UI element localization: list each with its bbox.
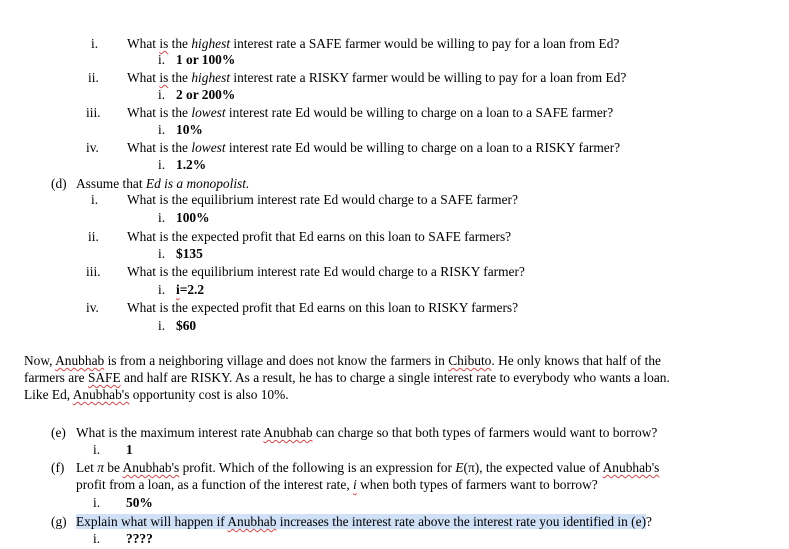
item-number: i. bbox=[91, 36, 99, 51]
question-c-iii: What is the lowest interest rate Ed would be willing to charge on a loan to a SAFE farmer? bbox=[127, 105, 614, 120]
answer-d-ii: $135 bbox=[176, 246, 203, 261]
part-d-heading: Assume that Ed is a monopolist. bbox=[76, 176, 250, 191]
answer-e: 1 bbox=[126, 442, 133, 457]
question-g[interactable]: Explain what will happen if Anubhab increases the interest rate above the interest rate you identified in (e)? bbox=[76, 514, 652, 529]
answer-number: i. bbox=[158, 282, 166, 297]
answer-number: i. bbox=[158, 52, 166, 67]
paragraph-line: farmers are SAFE and half are RISKY. As a result, he has to charge a single interest rate to everybody who wants a loan. bbox=[24, 370, 670, 385]
question-d-iv: What is the expected profit that Ed earns on this loan to RISKY farmers? bbox=[127, 300, 519, 315]
question-e: What is the maximum interest rate Anubhab can charge so that both types of farmers would want to borrow? bbox=[76, 425, 658, 440]
item-number: i. bbox=[91, 192, 99, 207]
paragraph-line: Like Ed, Anubhab's opportunity cost is also 10%. bbox=[24, 387, 289, 402]
question-f-continued: profit from a loan, as a function of the interest rate, i when both types of farmers want to borrow? bbox=[76, 477, 598, 492]
part-label: (f) bbox=[51, 460, 65, 475]
answer-number: i. bbox=[93, 495, 101, 510]
answer-number: i. bbox=[158, 246, 166, 261]
question-c-iv: What is the lowest interest rate Ed would be willing to charge on a loan to a RISKY farmer? bbox=[127, 140, 621, 155]
item-number: ii. bbox=[88, 229, 99, 244]
item-number: iii. bbox=[86, 105, 101, 120]
answer-number: i. bbox=[158, 87, 166, 102]
question-f: Let π be Anubhab's profit. Which of the following is an expression for E(π), the expected value of Anubhab's bbox=[76, 460, 660, 475]
answer-g: ???? bbox=[126, 531, 153, 546]
item-number: iv. bbox=[86, 140, 99, 155]
answer-d-i: 100% bbox=[176, 210, 210, 225]
question-c-ii: What is the highest interest rate a RISKY farmer would be willing to pay for a loan from Ed? bbox=[127, 70, 627, 85]
answer-number: i. bbox=[93, 531, 101, 546]
question-d-iii: What is the equilibrium interest rate Ed would charge to a RISKY farmer? bbox=[127, 264, 525, 279]
question-c-i: What is the highest interest rate a SAFE farmer would be willing to pay for a loan from Ed? bbox=[127, 36, 620, 51]
part-label: (d) bbox=[51, 176, 67, 191]
item-number: ii. bbox=[88, 70, 99, 85]
answer-f: 50% bbox=[126, 495, 153, 510]
part-label: (g) bbox=[51, 514, 67, 529]
answer-c-i: 1 or 100% bbox=[176, 52, 236, 67]
question-d-i: What is the equilibrium interest rate Ed would charge to a SAFE farmer? bbox=[127, 192, 518, 207]
answer-number: i. bbox=[158, 122, 166, 137]
answer-d-iii: i=2.2 bbox=[176, 282, 205, 297]
answer-number: i. bbox=[158, 157, 166, 172]
answer-c-ii: 2 or 200% bbox=[176, 87, 236, 102]
answer-d-iv: $60 bbox=[176, 318, 197, 333]
paragraph-line: Now, Anubhab is from a neighboring village and does not know the farmers in Chibuto. He only knows that half of the bbox=[24, 353, 661, 368]
item-number: iv. bbox=[86, 300, 99, 315]
answer-number: i. bbox=[158, 318, 166, 333]
answer-c-iv: 1.2% bbox=[176, 157, 207, 172]
answer-c-iii: 10% bbox=[176, 122, 203, 137]
part-label: (e) bbox=[51, 425, 66, 440]
item-number: iii. bbox=[86, 264, 101, 279]
question-d-ii: What is the expected profit that Ed earns on this loan to SAFE farmers? bbox=[127, 229, 512, 244]
answer-number: i. bbox=[93, 442, 101, 457]
answer-number: i. bbox=[158, 210, 166, 225]
